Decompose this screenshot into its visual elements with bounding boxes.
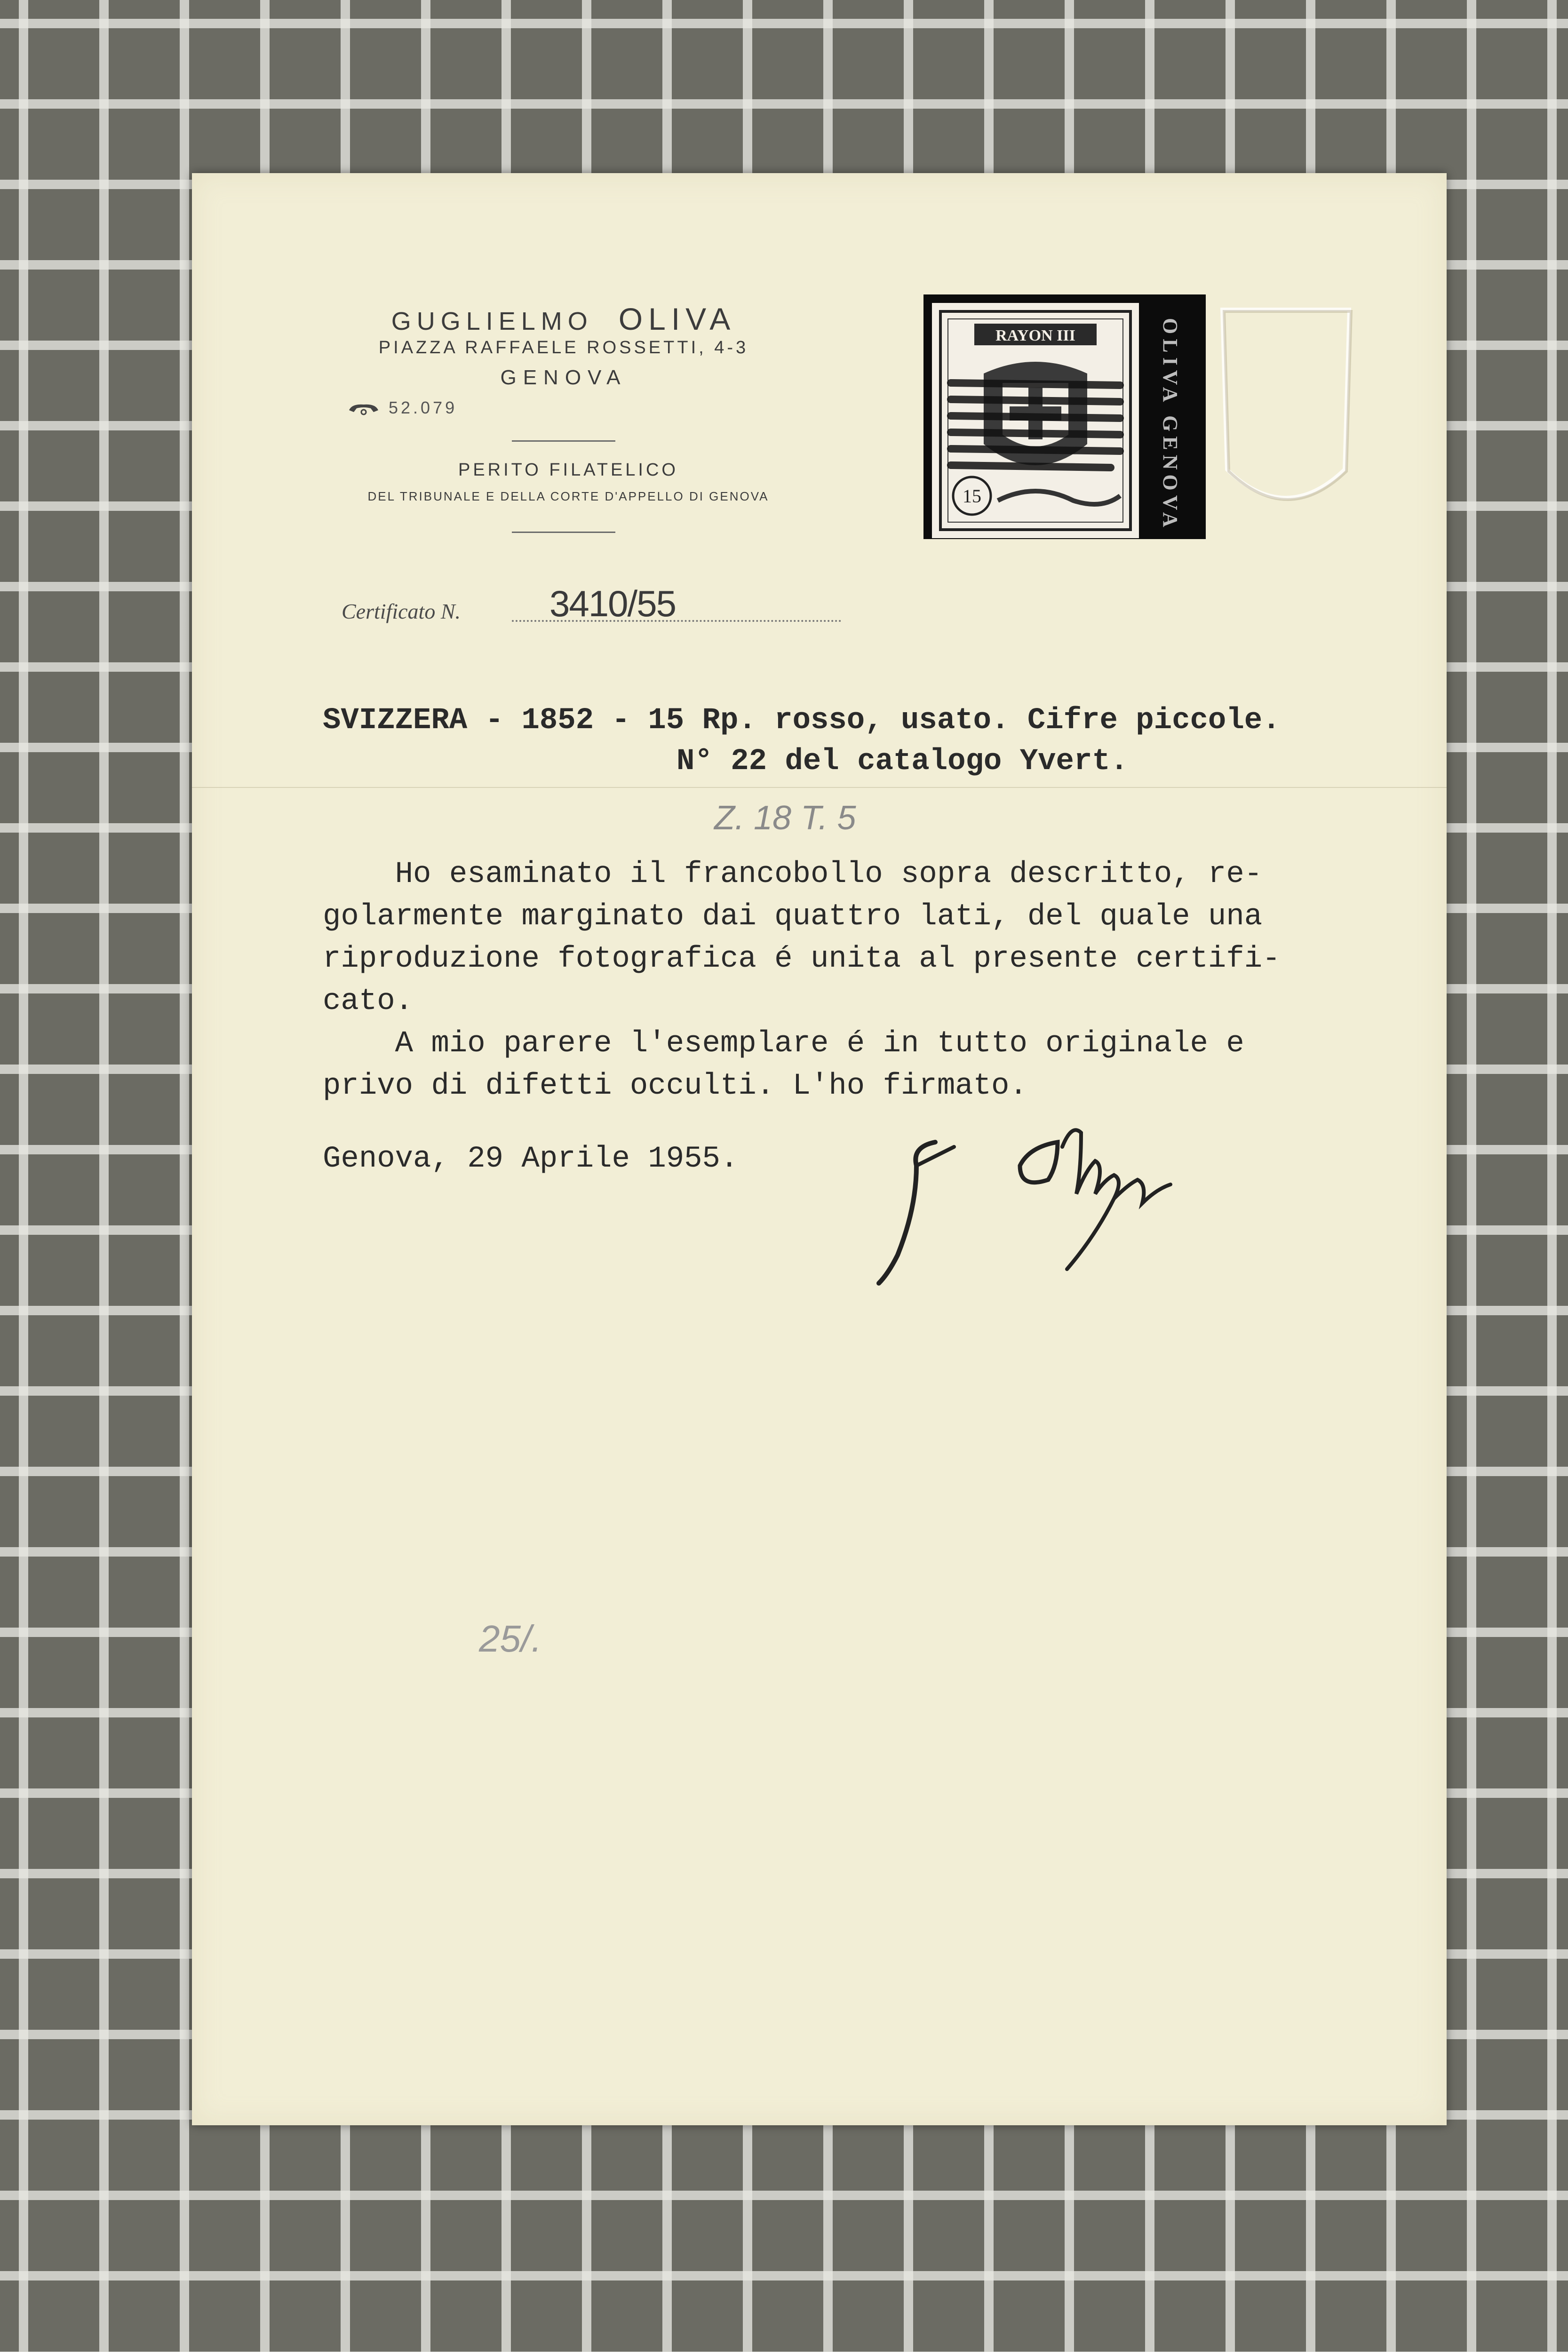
letterhead-name bbox=[347, 301, 780, 337]
telephone-number: 52.079 bbox=[389, 398, 458, 417]
seal-text: OLIVA GENOVA bbox=[1159, 318, 1182, 532]
letterhead-address: PIAZZA RAFFAELE ROSSETTI, 4-3 bbox=[378, 338, 749, 358]
stamp-label: RAYON III bbox=[995, 327, 1075, 344]
letterhead-city: GENOVA bbox=[500, 366, 627, 389]
certificate-label: Certificato N. bbox=[342, 599, 461, 623]
court-title: DEL TRIBUNALE E DELLA CORTE D'APPELLO DI GENOVA bbox=[367, 489, 769, 503]
telephone-icon bbox=[347, 402, 380, 416]
first-name: GUGLIELMO bbox=[391, 307, 593, 335]
divider bbox=[512, 440, 615, 442]
handwritten-note: Z. 18 T. 5 bbox=[714, 799, 856, 837]
stamp-engraving bbox=[932, 303, 1139, 538]
body-line: Ho esaminato il francobollo sopra descritto, re- bbox=[323, 858, 1263, 891]
certificate-number: 3410/55 bbox=[549, 583, 676, 624]
catalogue-reference: N° 22 del catalogo Yvert. bbox=[677, 745, 1129, 779]
body-line: A mio parere l'esemplare é in tutto originale e bbox=[323, 1027, 1244, 1061]
body-line: privo di difetti occulti. L'ho firmato. bbox=[323, 1069, 1027, 1103]
stamp-photo bbox=[923, 294, 1206, 539]
body-line: golarmente marginato dai quattro lati, del quale una bbox=[323, 900, 1263, 934]
body-line: riproduzione fotografica é unita al presente certifi- bbox=[323, 942, 1281, 976]
letterhead-telephone bbox=[347, 398, 457, 418]
certificate-sheet bbox=[192, 173, 1447, 2125]
stamp-description: SVIZZERA - 1852 - 15 Rp. rosso, usato. Cifre piccole. bbox=[323, 704, 1281, 738]
stamp-image bbox=[932, 303, 1139, 538]
embossed-seal-edge bbox=[1145, 304, 1201, 534]
pencil-note: 25/. bbox=[479, 1618, 542, 1660]
signature bbox=[860, 1114, 1330, 1293]
last-name: OLIVA bbox=[618, 302, 736, 336]
divider bbox=[512, 532, 615, 533]
stamp-value: 15 bbox=[963, 485, 981, 507]
embossed-seal bbox=[1203, 291, 1368, 535]
fold-line bbox=[192, 787, 1447, 788]
place-date: Genova, 29 Aprile 1955. bbox=[323, 1142, 739, 1176]
profession: PERITO FILATELICO bbox=[458, 460, 678, 480]
body-line: cato. bbox=[323, 985, 414, 1018]
